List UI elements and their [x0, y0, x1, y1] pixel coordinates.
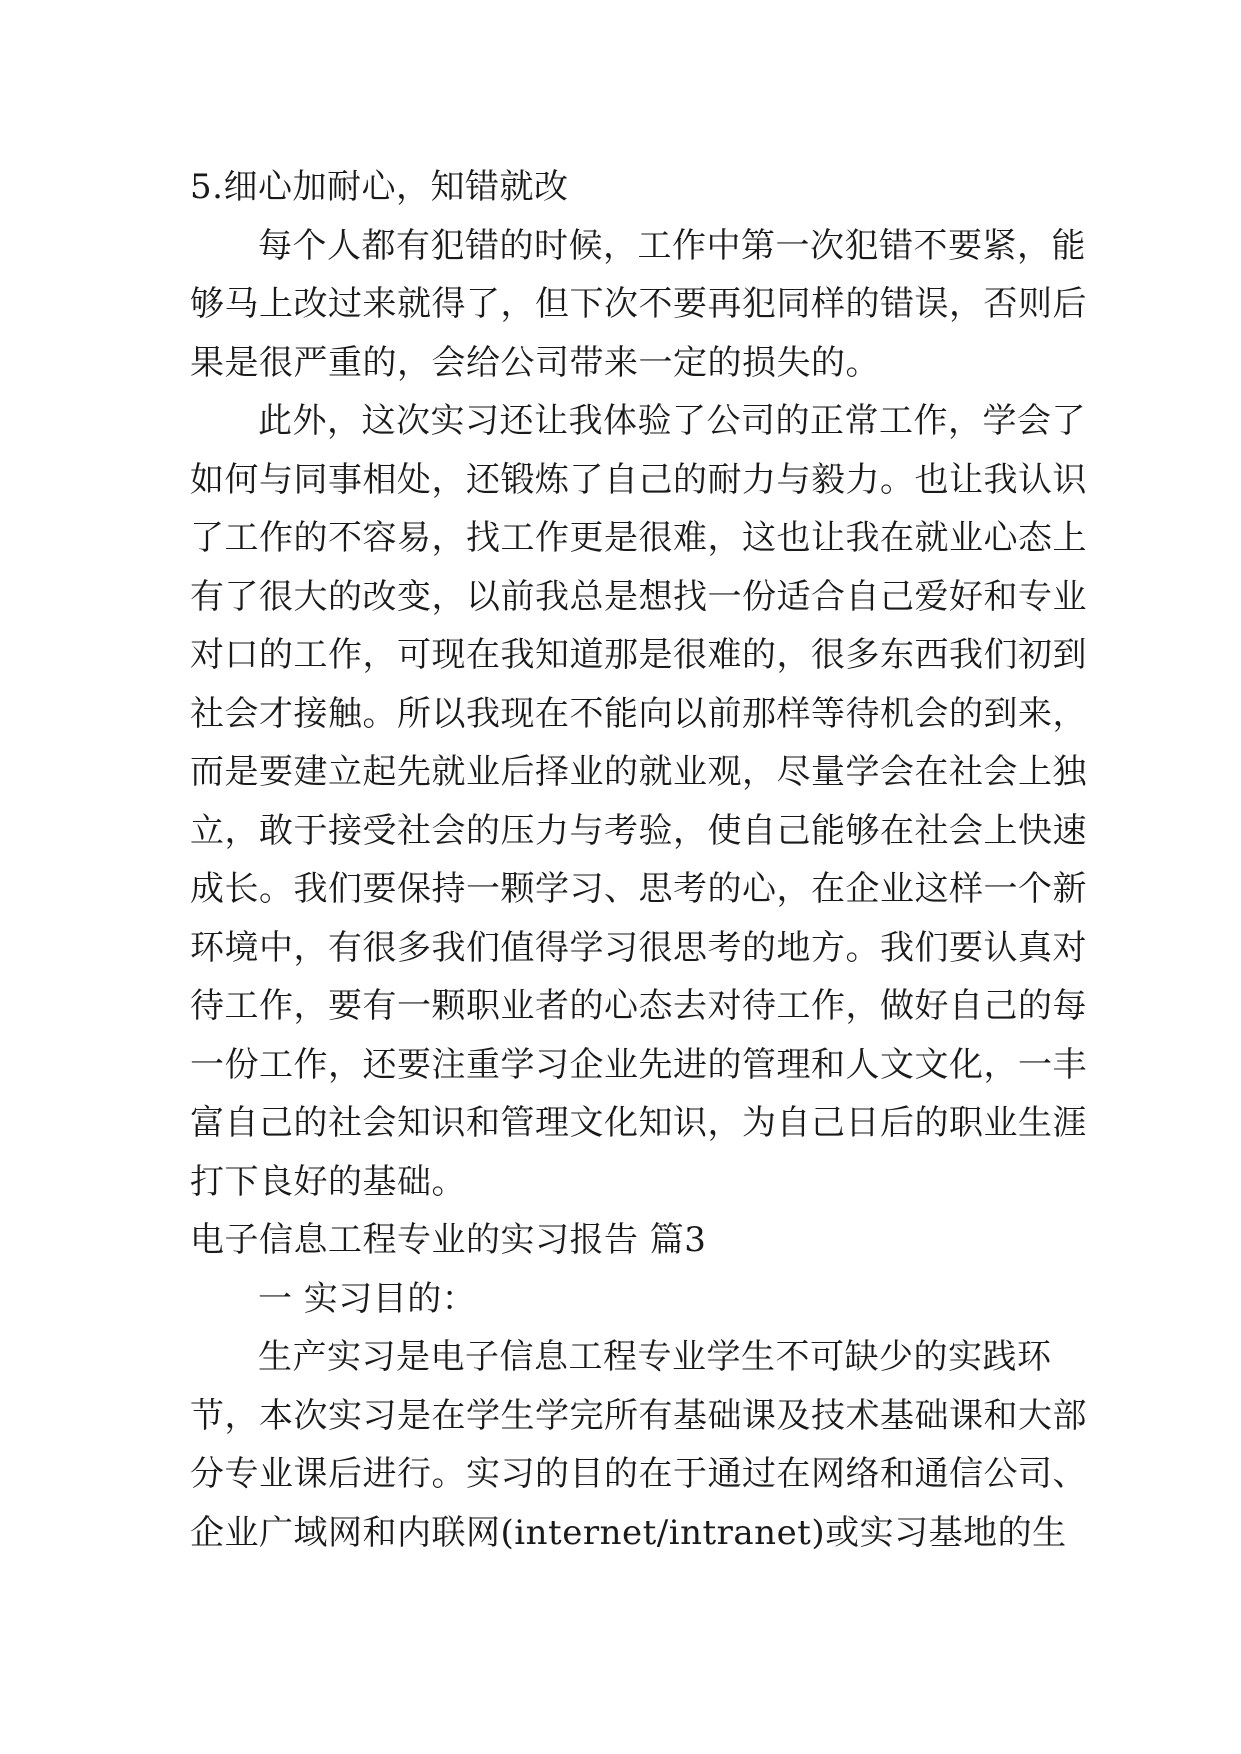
text-line: 富自己的社会知识和管理文化知识，为自己日后的职业生涯	[190, 1103, 1087, 1143]
text-line: 对口的工作，可现在我知道那是很难的，很多东西我们初到	[190, 635, 1087, 675]
text-line: 而是要建立起先就业后择业的就业观，尽量学会在社会上独	[190, 752, 1087, 792]
text-line: 成长。我们要保持一颗学习、思考的心，在企业这样一个新	[190, 869, 1087, 909]
subsection-heading: 一 实习目的：	[258, 1278, 477, 1319]
text-line: 生产实习是电子信息工程专业学生不可缺少的实践环	[258, 1337, 1052, 1377]
text-line: 打下良好的基础。	[190, 1161, 466, 1202]
text-line: 有了很大的改变，以前我总是想找一份适合自己爱好和专业	[190, 576, 1087, 617]
document-body	[190, 158, 1087, 1562]
text-line: 企业广域网和内联网(internet/intranet)或实习基地的生	[190, 1512, 1067, 1553]
text-line: 如何与同事相处，还锻炼了自己的耐力与毅力。也让我认识	[190, 459, 1087, 500]
text-line: 果是很严重的，会给公司带来一定的损失的。	[190, 342, 880, 383]
text-line: 此外，这次实习还让我体验了公司的正常工作，学会了	[258, 401, 1086, 441]
article-title: 电子信息工程专业的实习报告 篇3	[190, 1220, 707, 1260]
text-line: 环境中，有很多我们值得学习很思考的地方。我们要认真对	[190, 927, 1087, 968]
text-line: 够马上改过来就得了，但下次不要再犯同样的错误，否则后	[190, 284, 1087, 324]
text-line: 待工作，要有一颗职业者的心态去对待工作，做好自己的每	[190, 986, 1087, 1026]
text-line: 社会才接触。所以我现在不能向以前那样等待机会的到来，	[190, 693, 1087, 734]
section-heading: 5.细心加耐心，知错就改	[190, 167, 569, 207]
paragraph-besides	[190, 392, 1087, 1211]
text-line: 分专业课后进行。实习的目的在于通过在网络和通信公司、	[190, 1454, 1087, 1494]
paragraph-mistakes	[190, 217, 1087, 393]
text-line: 每个人都有犯错的时候，工作中第一次犯错不要紧，能	[258, 225, 1086, 266]
paragraph-purpose	[190, 1328, 1087, 1562]
text-line: 立，敢于接受社会的压力与考验，使自己能够在社会上快速	[190, 810, 1087, 851]
text-line: 节，本次实习是在学生学完所有基础课及技术基础课和大部	[190, 1395, 1087, 1436]
text-line: 了工作的不容易，找工作更是很难，这也让我在就业心态上	[190, 518, 1087, 558]
text-line: 一份工作，还要注重学习企业先进的管理和人文文化，一丰	[190, 1044, 1087, 1085]
